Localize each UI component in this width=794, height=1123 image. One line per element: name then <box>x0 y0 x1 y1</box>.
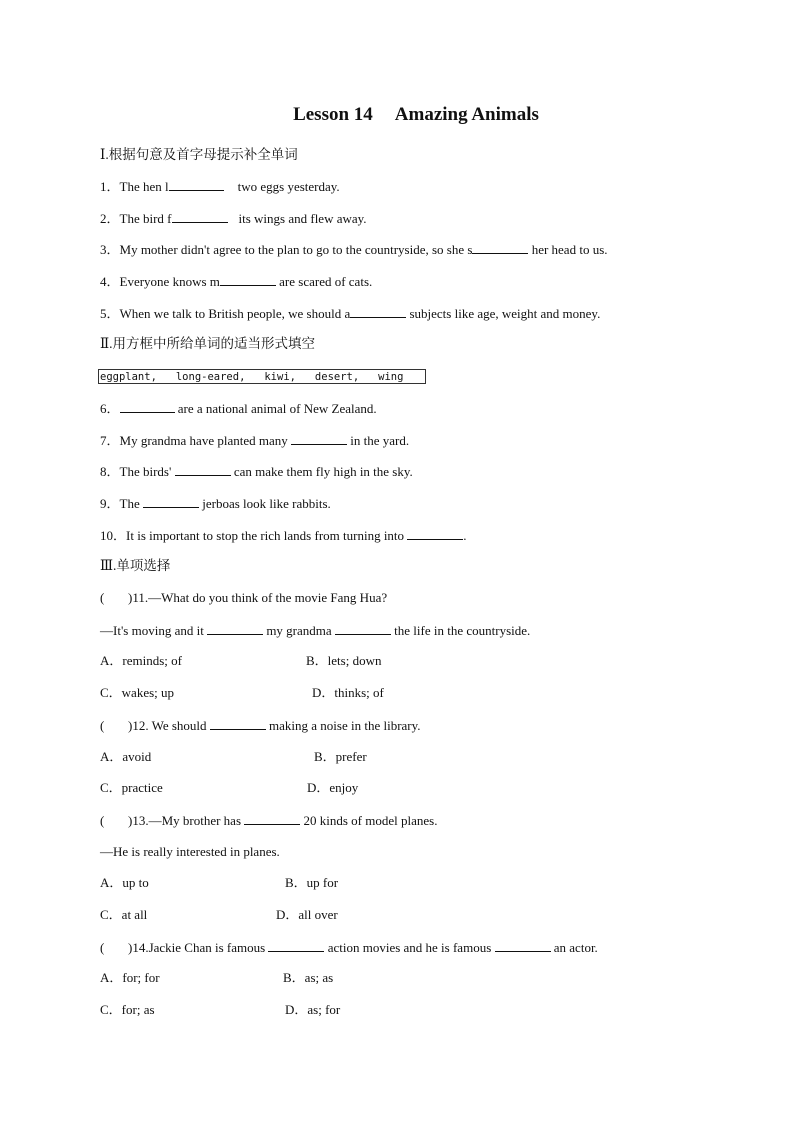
question-11: ( )11.—What do you think of the movie Fang Hua? <box>100 590 388 605</box>
option-b[interactable]: B．lets; down <box>306 653 382 668</box>
title-topic: Amazing Animals <box>394 104 539 125</box>
section-heading-1: Ⅰ.根据句意及首字母提示补全单词 <box>100 147 298 162</box>
answer-blank[interactable] <box>472 241 528 254</box>
question-12: ( )12. We should making a noise in the library. <box>100 718 421 733</box>
question-6: 6． are a national animal of New Zealand. <box>100 401 377 416</box>
option-a[interactable]: A．up to <box>100 875 149 890</box>
answer-blank[interactable] <box>291 432 347 445</box>
option-d[interactable]: D．enjoy <box>307 780 359 795</box>
option-c[interactable]: C．for; as <box>100 1002 155 1017</box>
answer-blank[interactable] <box>143 495 199 508</box>
answer-paren[interactable]: ( <box>100 590 105 605</box>
word-box: eggplant, long-eared, kiwi, desert, wing <box>98 369 426 384</box>
question-8: 8．The birds' can make them fly high in the sky. <box>100 464 413 479</box>
answer-blank[interactable] <box>268 939 324 952</box>
option-a[interactable]: A．reminds; of <box>100 653 182 668</box>
option-b[interactable]: B．as; as <box>283 970 334 985</box>
answer-blank[interactable] <box>169 178 224 191</box>
question-3: 3．My mother didn't agree to the plan to go to the countryside, so she s her head to us. <box>100 242 608 257</box>
question-14: ( )14.Jackie Chan is famous action movies and he is famous an actor. <box>100 940 598 955</box>
answer-blank[interactable] <box>207 622 263 635</box>
answer-blank[interactable] <box>244 812 300 825</box>
answer-blank[interactable] <box>172 210 228 223</box>
option-b[interactable]: B．up for <box>285 875 339 890</box>
answer-blank[interactable] <box>495 939 551 952</box>
question-4: 4．Everyone knows m are scared of cats. <box>100 274 373 289</box>
question-7: 7．My grandma have planted many in the yard. <box>100 433 410 448</box>
answer-paren[interactable]: ( <box>100 940 105 955</box>
section-heading-3: Ⅲ.单项选择 <box>100 558 171 573</box>
question-5: 5．When we talk to British people, we should a subjects like age, weight and money. <box>100 306 601 321</box>
answer-blank[interactable] <box>220 273 276 286</box>
answer-blank[interactable] <box>335 622 391 635</box>
question-2: 2．The bird f its wings and flew away. <box>100 211 367 226</box>
section-heading-2: Ⅱ.用方框中所给单词的适当形式填空 <box>100 336 316 351</box>
question-9: 9．The jerboas look like rabbits. <box>100 496 331 511</box>
question-11-reply: —It's moving and it my grandma the life in the countryside. <box>100 623 531 638</box>
option-a[interactable]: A．avoid <box>100 749 152 764</box>
title-lesson: Lesson 14 <box>293 104 373 125</box>
answer-blank[interactable] <box>120 400 175 413</box>
option-c[interactable]: C．at all <box>100 907 148 922</box>
option-d[interactable]: D．as; for <box>285 1002 341 1017</box>
answer-paren[interactable]: ( <box>100 813 105 828</box>
option-a[interactable]: A．for; for <box>100 970 160 985</box>
question-13: ( )13.—My brother has 20 kinds of model planes. <box>100 813 438 828</box>
answer-blank[interactable] <box>350 305 406 318</box>
option-c[interactable]: C．wakes; up <box>100 685 175 700</box>
answer-paren[interactable]: ( <box>100 718 105 733</box>
page-title <box>0 104 794 126</box>
option-b[interactable]: B．prefer <box>314 749 367 764</box>
question-10: 10．It is important to stop the rich lands from turning into . <box>100 528 467 543</box>
option-d[interactable]: D．all over <box>276 907 338 922</box>
question-13-reply: —He is really interested in planes. <box>100 844 280 859</box>
option-d[interactable]: D．thinks; of <box>312 685 384 700</box>
question-1: 1．The hen l two eggs yesterday. <box>100 179 340 194</box>
answer-blank[interactable] <box>175 463 231 476</box>
option-c[interactable]: C．practice <box>100 780 163 795</box>
answer-blank[interactable] <box>407 527 463 540</box>
answer-blank[interactable] <box>210 717 266 730</box>
